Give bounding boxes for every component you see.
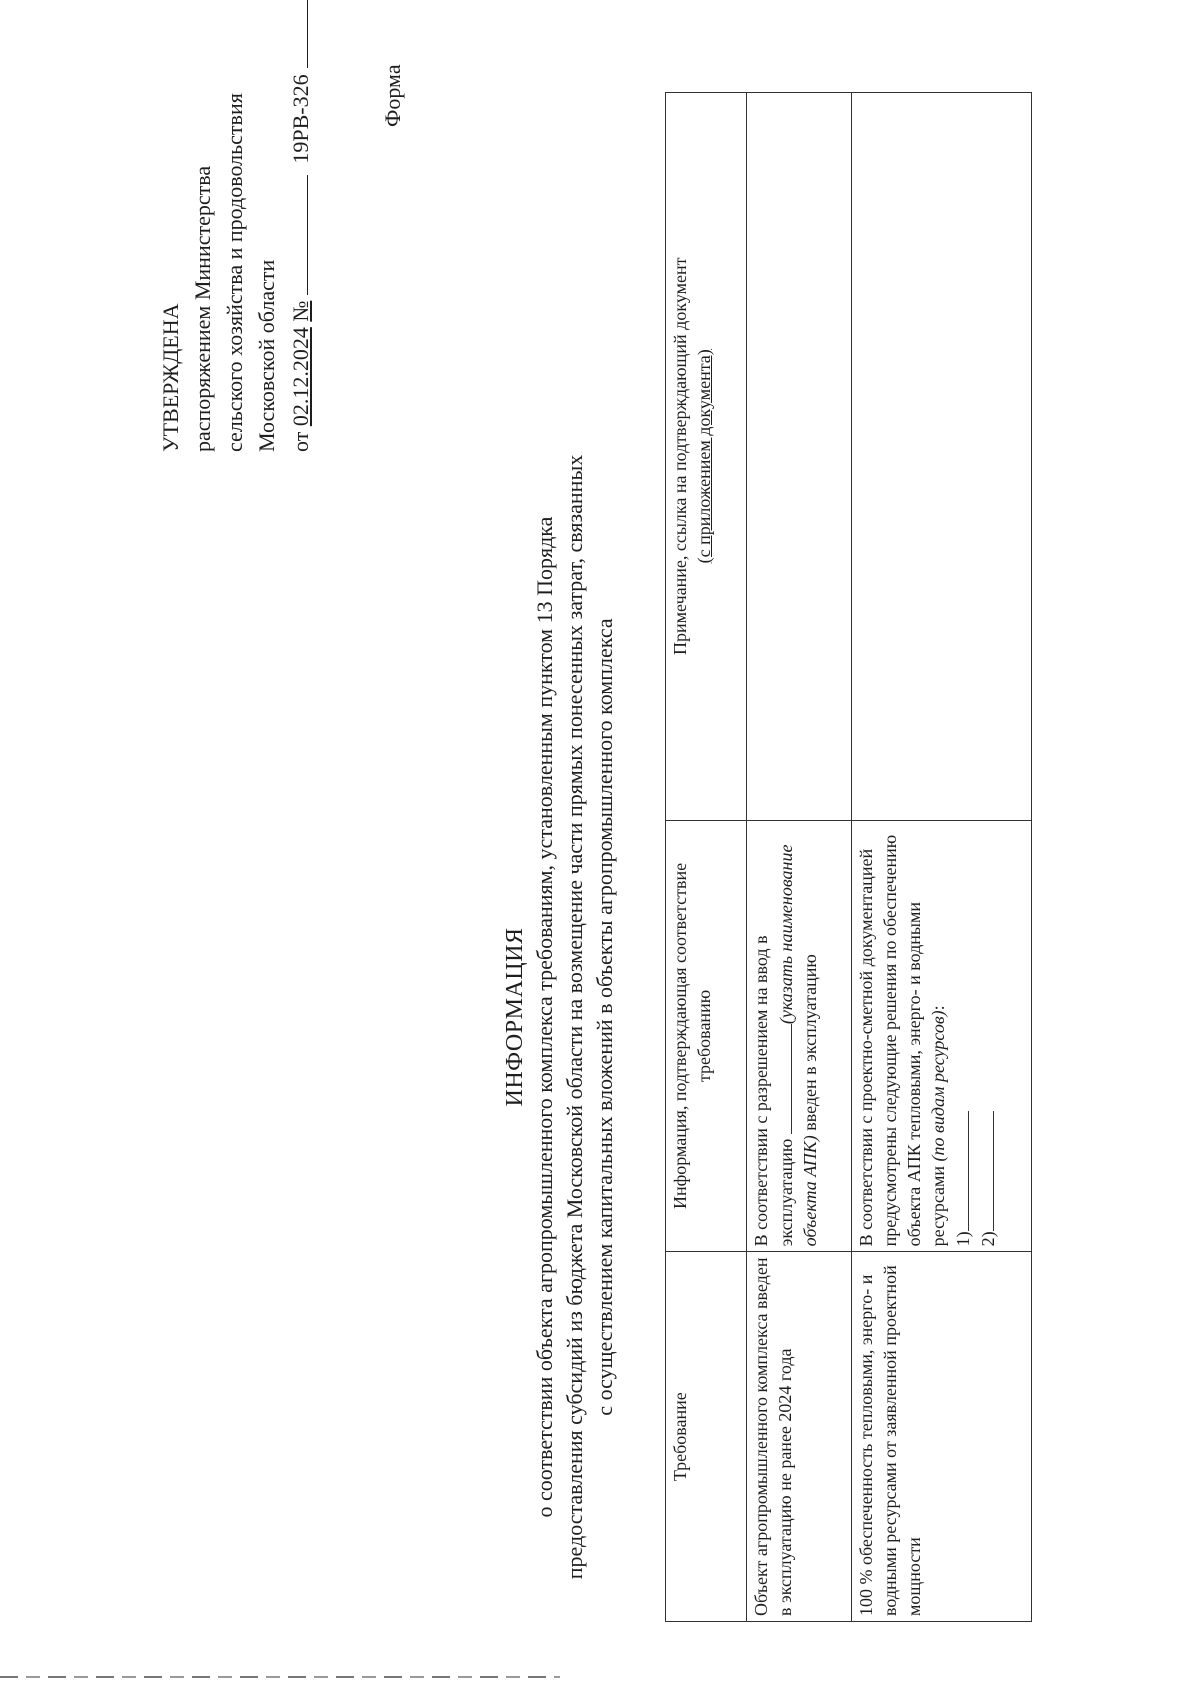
info-italic: (указать наименование объекта АПК)	[776, 844, 820, 1247]
table-row	[747, 93, 852, 1622]
note-cell	[747, 93, 852, 821]
table-row	[852, 93, 1032, 1622]
header-requirement: Требование	[666, 1252, 747, 1622]
title-line: предоставления субсидий из бюджета Московской области на возмещение части прямых понесенных затрат, связанных	[562, 454, 587, 1580]
info-italic: (по видам ресурсов)	[928, 1010, 948, 1162]
info-colon: :	[928, 1005, 948, 1011]
list-item-number: 1)	[953, 1231, 973, 1247]
header-note	[666, 93, 747, 821]
blank-underline	[283, 0, 308, 68]
title-line: с осуществлением капитальных вложений в объекты агропромышленного комплекса	[592, 618, 617, 1416]
blank-underline	[975, 1111, 994, 1231]
requirement-cell: 100 % обеспеченность тепловыми, энерго- и водными ресурсами от заявленной проектной мощности	[852, 1252, 1032, 1622]
approval-date: 02.12.2024	[288, 327, 313, 427]
title-line: о соответствии объекта агропромышленного комплекса требованиям, установленным пунктом 13 Порядка	[532, 516, 557, 1518]
info-text: введен в эксплуатацию	[800, 954, 820, 1131]
number-label: №	[288, 300, 313, 322]
approval-date-line	[283, 0, 317, 452]
scan-artifact-line	[0, 1676, 560, 1678]
blank-underline	[950, 1111, 969, 1231]
approval-number: 19РВ-326	[288, 74, 313, 164]
requirement-cell: Объект агропромышленного комплекса введен в эксплуатацию не ранее 2024 года	[747, 1252, 852, 1622]
header-note-line: (с приложением документа)	[694, 349, 714, 564]
header-note-line: Примечание, ссылка на подтверждающий документ	[670, 257, 690, 655]
list-item	[950, 826, 975, 1247]
info-text: В соответствии с разрешением на ввод в эксплуатацию	[751, 935, 796, 1247]
approval-heading: УТВЕРЖДЕНА	[158, 303, 183, 452]
list-item-number: 2)	[978, 1231, 998, 1247]
form-label: Форма	[380, 64, 405, 127]
requirements-table	[665, 92, 1032, 1622]
approval-line: распоряжением Министерства	[190, 165, 215, 452]
approval-line: сельского хозяйства и продовольствия	[222, 93, 247, 452]
title-heading: ИНФОРМАЦИЯ	[502, 927, 528, 1107]
document-title	[500, 377, 620, 1657]
note-cell	[852, 93, 1032, 821]
list-item	[975, 826, 1000, 1247]
blank-underline	[283, 175, 308, 295]
header-info: Информация, подтверждающая соответствие требованию	[666, 820, 747, 1252]
from-label: от	[288, 431, 313, 452]
blank-underline	[773, 1024, 792, 1134]
info-cell	[852, 820, 1032, 1252]
table-header-row	[666, 93, 747, 1622]
approval-stamp-block	[155, 0, 317, 452]
info-cell	[747, 820, 852, 1252]
approval-line: Московской области	[254, 259, 279, 452]
info-text: В соответствии с проектно-сметной документацией предусмотрены следующие решения по обеспечению объекта АПК тепловыми, энерго- и водными ресурсами	[856, 834, 948, 1247]
